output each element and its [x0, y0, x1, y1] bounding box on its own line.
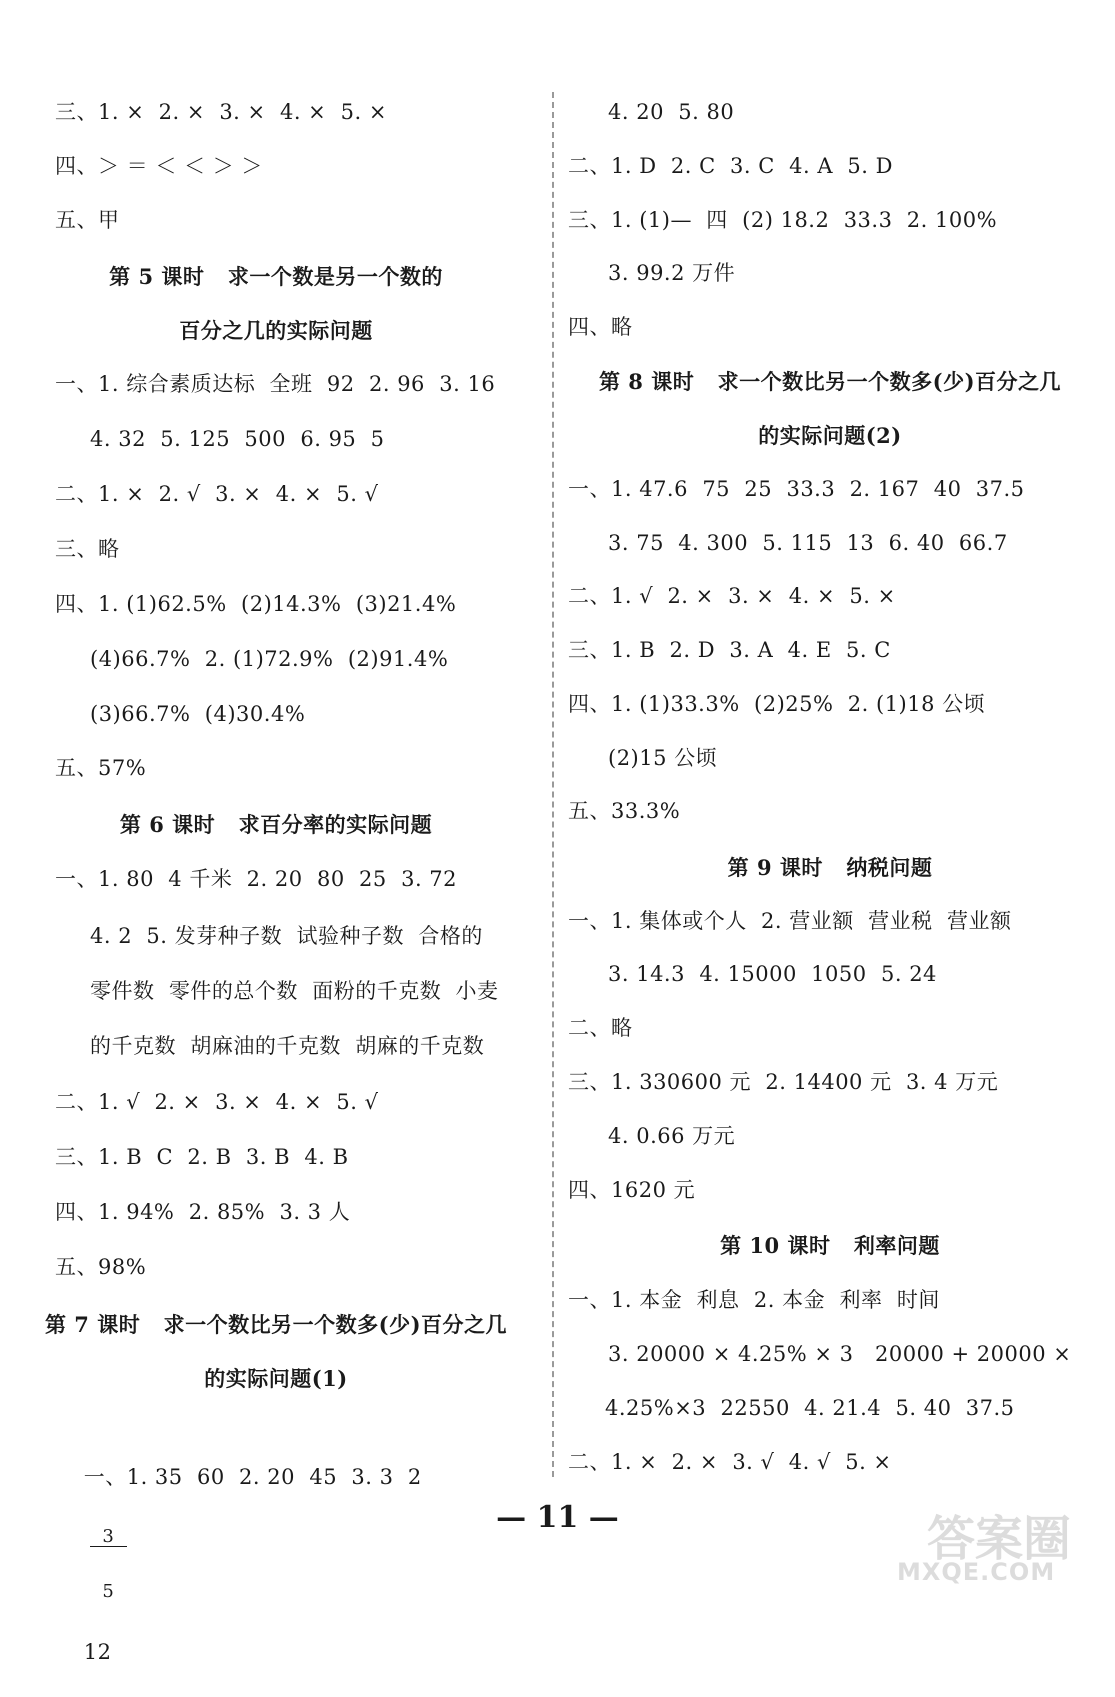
lesson-heading: 的实际问题(2) — [758, 423, 902, 448]
lesson-heading: 的实际问题(1) — [204, 1366, 348, 1391]
answer-line: 四、1. (1)62.5% (2)14.3% (3)21.4% — [55, 592, 457, 616]
answer-line: 4. 0.66 万元 — [608, 1124, 736, 1148]
answer-line: 四、1. (1)33.3% (2)25% 2. (1)18 公顷 — [568, 692, 986, 716]
answer-line: (4)66.7% 2. (1)72.9% (2)91.4% — [90, 647, 449, 671]
answer-line: 四、1620 元 — [568, 1178, 696, 1202]
fraction-numerator: 3 — [90, 1528, 127, 1547]
answer-line: 四、＞ ＝ ＜ ＜ ＞ ＞ — [55, 154, 263, 178]
answer-line: 3. 14.3 4. 15000 1050 5. 24 — [608, 962, 937, 986]
answer-line: 3. 75 4. 300 5. 115 13 6. 40 66.7 — [608, 531, 1008, 555]
answer-line: 三、1. (1)— 四 (2) 18.2 33.3 2. 100% — [568, 208, 998, 232]
watermark-url: MXQE.COM — [897, 1558, 1056, 1586]
answer-line: 二、1. × 2. × 3. √ 4. √ 5. × — [568, 1450, 892, 1474]
answer-line-with-fraction — [55, 1432, 422, 1697]
answer-line: 3. 20000 × 4.25% × 3 20000 + 20000 × — [608, 1342, 1072, 1366]
answer-line: 二、1. D 2. C 3. C 4. A 5. D — [568, 154, 893, 178]
answer-line: 4. 2 5. 发芽种子数 试验种子数 合格的 — [90, 924, 483, 948]
lesson-heading: 第 10 课时 利率问题 — [720, 1233, 940, 1258]
answer-line: 三、略 — [55, 537, 120, 561]
answer-line: 四、略 — [568, 315, 633, 339]
answer-line: 4. 20 5. 80 — [608, 100, 735, 124]
answer-line: 三、1. × 2. × 3. × 4. × 5. × — [55, 100, 387, 124]
lesson-heading: 第 8 课时 求一个数比另一个数多(少)百分之几 — [598, 369, 1062, 394]
answer-line: (2)15 公顷 — [608, 746, 718, 770]
answer-line: 二、1. × 2. √ 3. × 4. × 5. √ — [55, 482, 379, 506]
answer-line: 一、1. 80 4 千米 2. 20 80 25 3. 72 — [55, 867, 458, 891]
lesson-heading: 第 5 课时 求一个数是另一个数的 — [109, 264, 443, 289]
column-divider — [552, 92, 554, 1477]
answer-line: 零件数 零件的总个数 面粉的千克数 小麦 — [90, 979, 499, 1003]
answer-line: 五、33.3% — [568, 799, 681, 823]
answer-line: 五、98% — [55, 1255, 147, 1279]
answer-line: 4.25%×3 22550 4. 21.4 5. 40 37.5 — [605, 1396, 1015, 1420]
lesson-heading: 第 9 课时 纳税问题 — [727, 855, 933, 880]
answer-line: 五、甲 — [55, 208, 120, 232]
answer-line: 二、1. √ 2. × 3. × 4. × 5. × — [568, 584, 896, 608]
page-number: — 11 — — [496, 1500, 619, 1535]
answer-line: 一、1. 47.6 75 25 33.3 2. 167 40 37.5 — [568, 477, 1025, 501]
answer-line: 二、略 — [568, 1016, 633, 1040]
lesson-heading: 百分之几的实际问题 — [179, 318, 373, 343]
answer-line: 三、1. B 2. D 3. A 4. E 5. C — [568, 638, 891, 662]
answer-line: (3)66.7% (4)30.4% — [90, 702, 306, 726]
fraction-denominator: 5 — [102, 1581, 115, 1602]
lesson-heading: 第 6 课时 求百分率的实际问题 — [119, 812, 433, 837]
answer-line: 3. 99.2 万件 — [608, 261, 736, 285]
answer-text: 12 — [83, 1640, 112, 1664]
answer-line: 二、1. √ 2. × 3. × 4. × 5. √ — [55, 1090, 379, 1114]
answer-line: 三、1. B C 2. B 3. B 4. B — [55, 1145, 349, 1169]
answer-line: 一、1. 本金 利息 2. 本金 利率 时间 — [568, 1288, 940, 1312]
answer-line: 四、1. 94% 2. 85% 3. 3 人 — [55, 1200, 351, 1224]
answer-line: 4. 32 5. 125 500 6. 95 5 — [90, 427, 385, 451]
answer-line: 五、57% — [55, 756, 147, 780]
answer-line: 的千克数 胡麻油的千克数 胡麻的千克数 — [90, 1034, 485, 1058]
answer-line: 三、1. 330600 元 2. 14400 元 3. 4 万元 — [568, 1070, 999, 1094]
watermark-logo — [897, 1500, 1087, 1590]
watermark-logo-text: 答案圈 — [927, 1511, 1072, 1567]
answer-text: 一、1. 35 60 2. 20 45 3. 3 2 — [83, 1465, 422, 1489]
answer-line: 一、1. 集体或个人 2. 营业额 营业税 营业额 — [568, 909, 1012, 933]
lesson-heading: 第 7 课时 求一个数比另一个数多(少)百分之几 — [44, 1312, 508, 1337]
answer-line: 一、1. 综合素质达标 全班 92 2. 96 3. 16 — [55, 372, 496, 396]
